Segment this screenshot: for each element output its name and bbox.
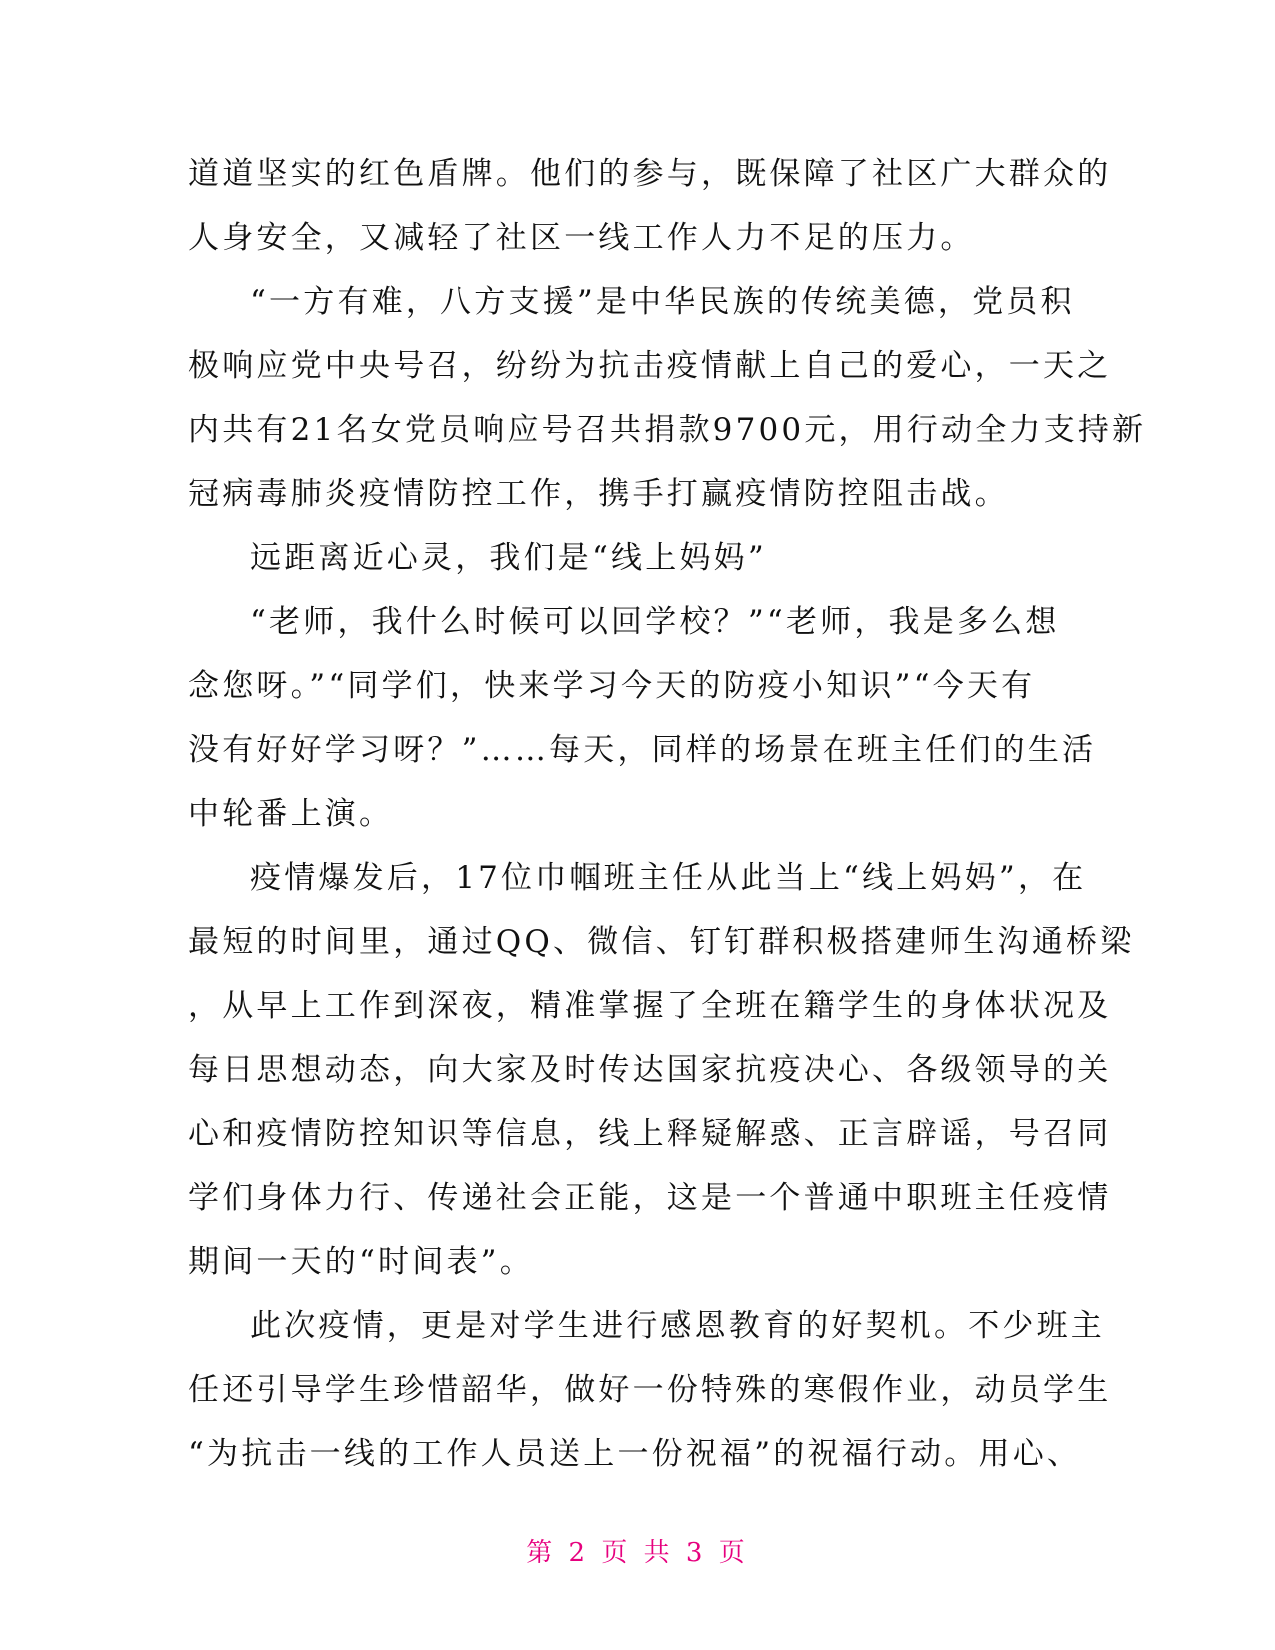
text-line: 期间一天的“时间表”。	[188, 1244, 534, 1280]
text-line: 疫情爆发后，17位巾帼班主任从此当上“线上妈妈”，在	[250, 860, 1087, 896]
text-line: 内共有21名女党员响应号召共捐款9700元，用行动全力支持新	[188, 412, 1147, 448]
text-line: 极响应党中央号召，纷纷为抗击疫情献上自己的爱心，一天之	[188, 348, 1112, 384]
text-line: 任还引导学生珍惜韶华，做好一份特殊的寒假作业，动员学生	[188, 1372, 1112, 1408]
text-line: “一方有难，八方支援”是中华民族的传统美德，党员积	[250, 284, 1075, 320]
document-body	[188, 142, 1147, 1486]
text-line: “为抗击一线的工作人员送上一份祝福”的祝福行动。用心、	[188, 1436, 1082, 1472]
text-line: “老师，我什么时候可以回学校？”“老师，我是多么想	[250, 604, 1060, 640]
text-line: 人身安全，又减轻了社区一线工作人力不足的压力。	[188, 220, 975, 256]
text-line: 冠病毒肺炎疫情防控工作，携手打赢疫情防控阻击战。	[188, 476, 1009, 512]
text-line: 学们身体力行、传递社会正能，这是一个普通中职班主任疫情	[188, 1180, 1112, 1216]
text-line: 念您呀。”“同学们，快来学习今天的防疫小知识”“今天有	[188, 668, 1036, 704]
text-line: 每日思想动态，向大家及时传达国家抗疫决心、各级领导的关	[188, 1052, 1112, 1088]
text-line: 道道坚实的红色盾牌。他们的参与，既保障了社区广大群众的	[188, 156, 1112, 192]
text-line: 心和疫情防控知识等信息，线上释疑解惑、正言辟谣，号召同	[188, 1116, 1112, 1152]
text-line: 最短的时间里，通过QQ、微信、钉钉群积极搭建师生沟通桥梁	[188, 924, 1135, 960]
text-line: 中轮番上演。	[188, 796, 394, 832]
text-line: 远距离近心灵，我们是“线上妈妈”	[250, 540, 767, 576]
text-line: 没有好好学习呀？”……每天，同样的场景在班主任们的生活	[188, 732, 1097, 768]
text-line: ，从早上工作到深夜，精准掌握了全班在籍学生的身体状况及	[188, 988, 1112, 1024]
page-footer: 第 2 页 共 3 页	[526, 1538, 749, 1568]
text-line: 此次疫情，更是对学生进行感恩教育的好契机。不少班主	[250, 1308, 1105, 1344]
